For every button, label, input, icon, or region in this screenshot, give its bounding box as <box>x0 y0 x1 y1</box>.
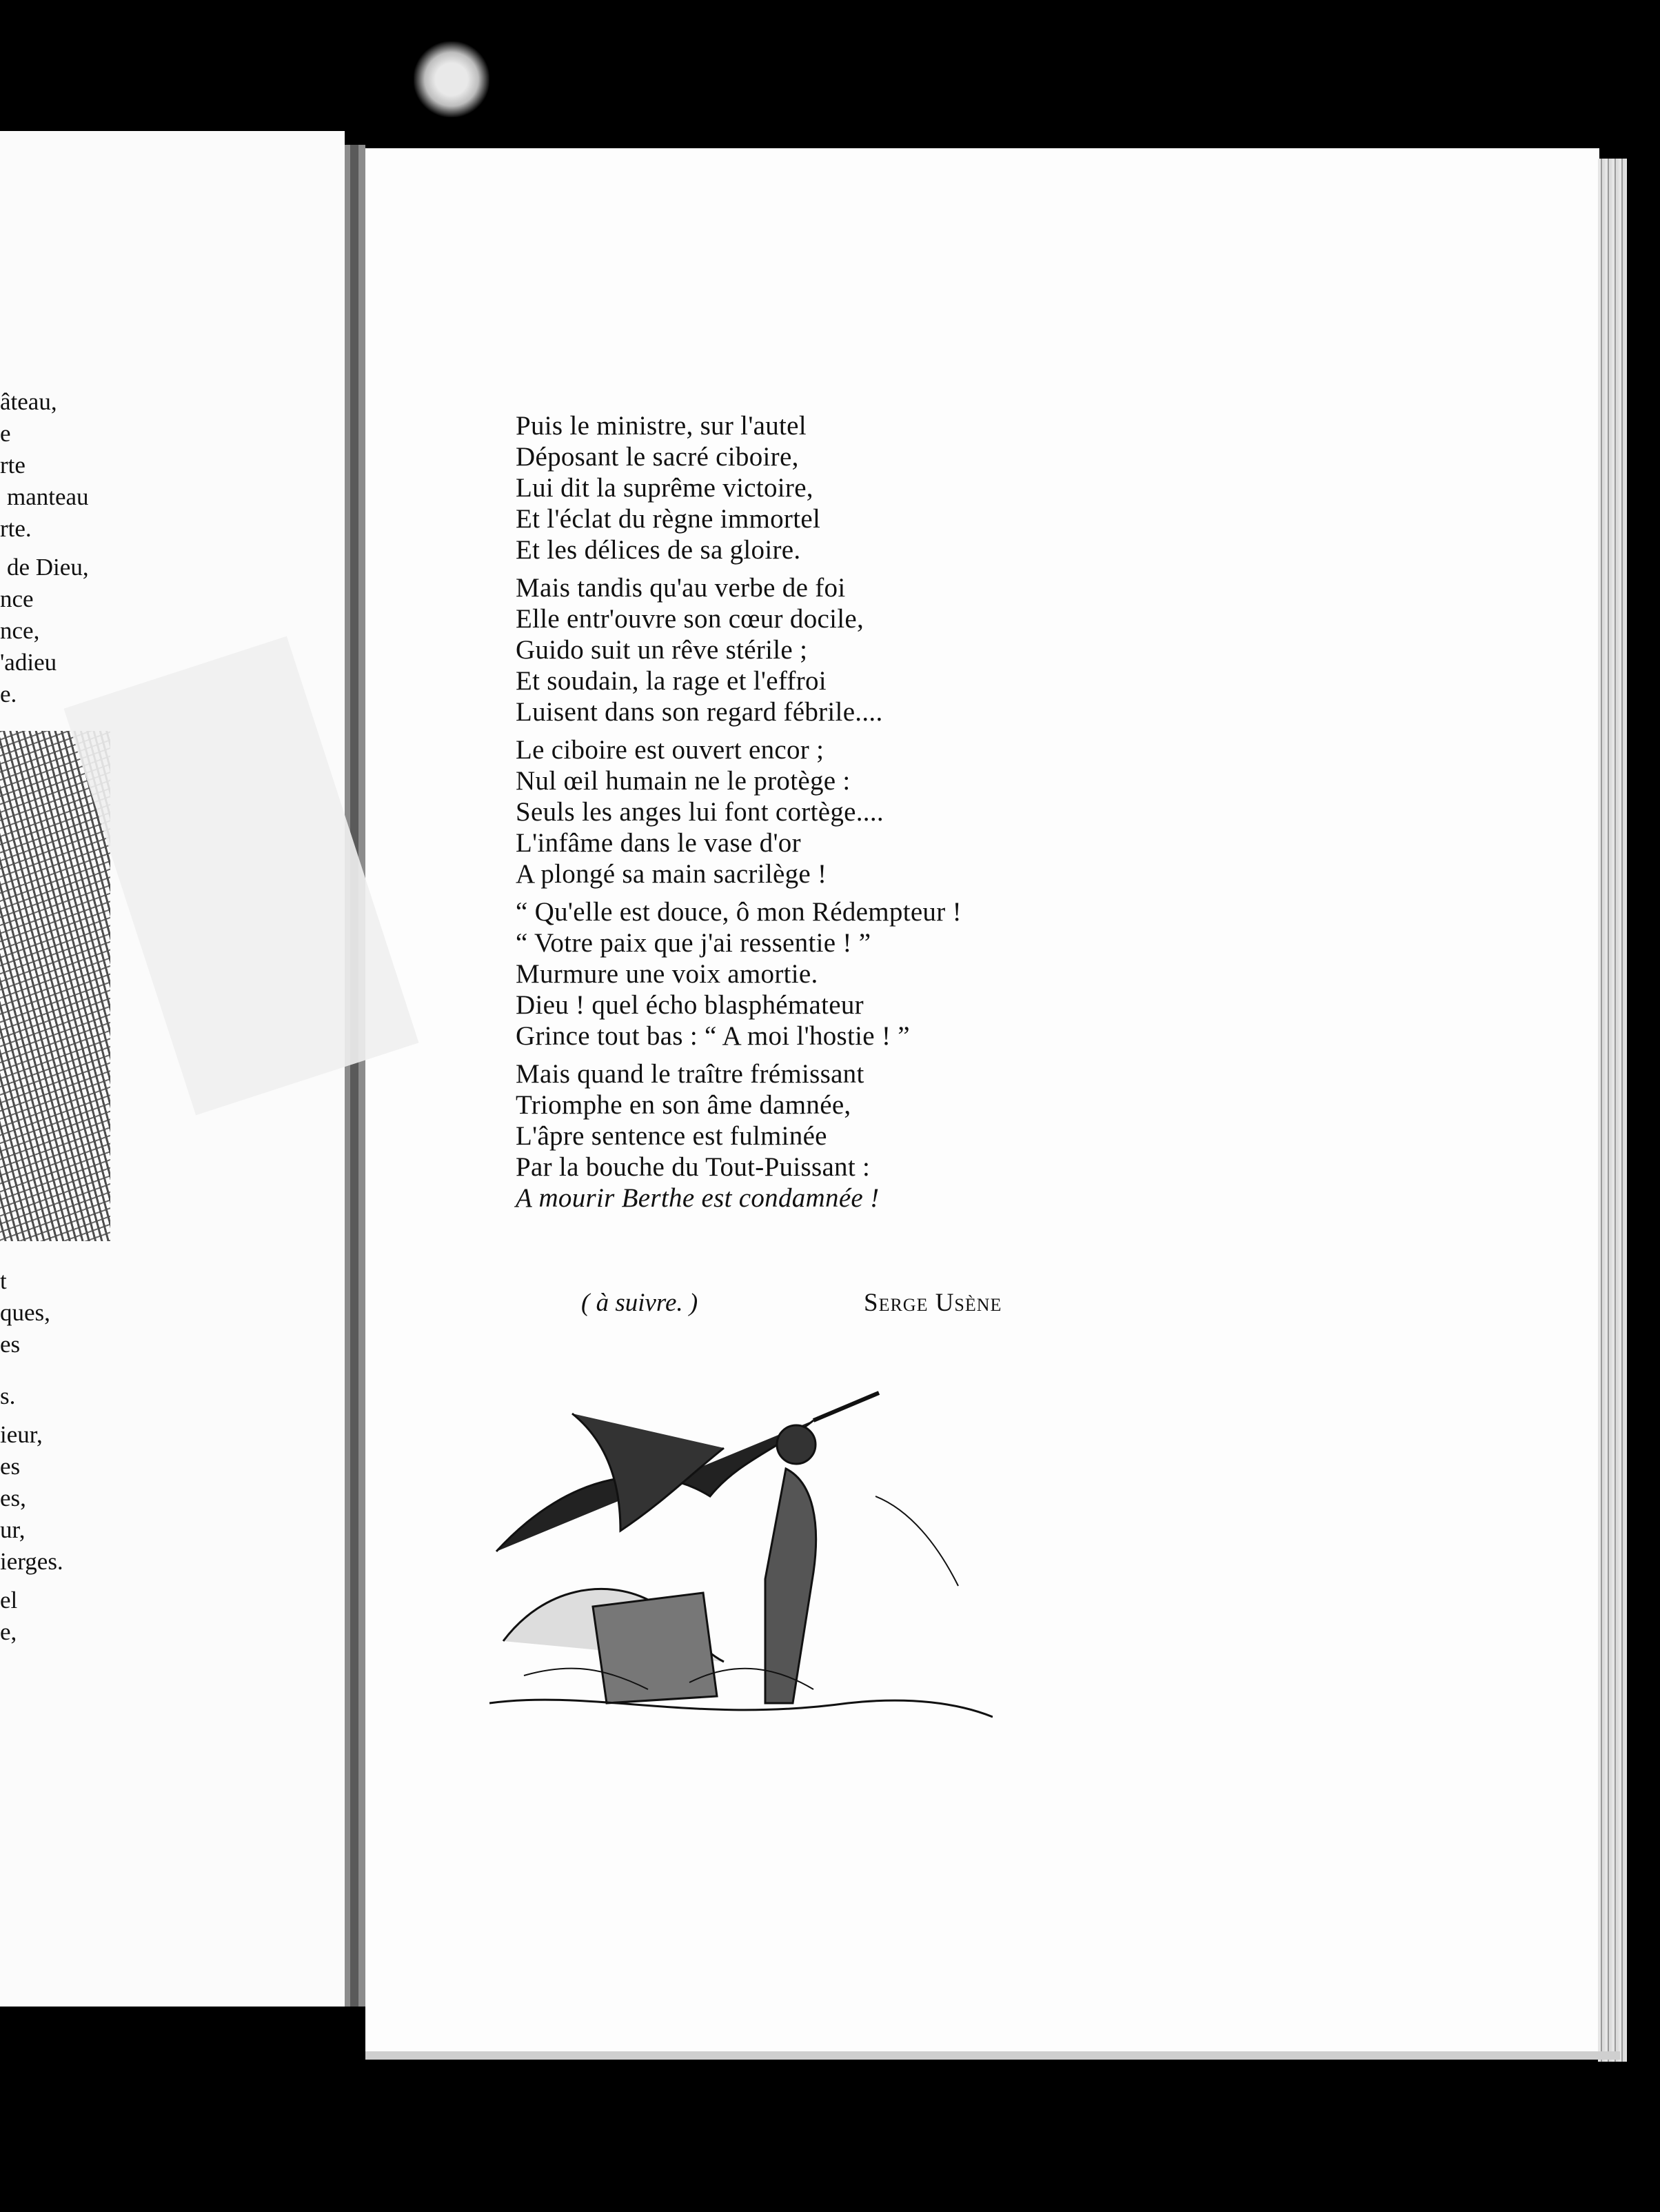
verse-line: Et l'éclat du règne immortel <box>516 504 821 534</box>
verse-line: Le ciboire est ouvert encor ; <box>516 735 824 765</box>
verse-line: Seuls les anges lui font cortège.... <box>516 797 884 827</box>
signature-row <box>516 1288 1067 1324</box>
verse-line: Triomphe en son âme damnée, <box>516 1090 851 1120</box>
left-fragment: nce <box>0 585 34 612</box>
verse-line: Grince tout bas : “ A moi l'hostie ! ” <box>516 1021 910 1051</box>
left-fragment: el <box>0 1587 18 1613</box>
left-fragment: e, <box>0 1618 17 1645</box>
left-fragment: t <box>0 1267 7 1294</box>
verse-line: Elle entr'ouvre son cœur docile, <box>516 604 864 634</box>
left-fragment: nce, <box>0 617 40 644</box>
verse-line: Déposant le sacré ciboire, <box>516 442 799 472</box>
left-fragment: es, <box>0 1485 26 1511</box>
verse-line: Lui dit la suprême victoire, <box>516 473 813 503</box>
left-fragment: ieur, <box>0 1421 43 1448</box>
left-fragment: âteau, <box>0 388 57 415</box>
left-fragment: de Dieu, <box>7 554 89 581</box>
stanza <box>516 410 1136 565</box>
left-fragment: e. <box>0 681 17 707</box>
left-fragment: ur, <box>0 1516 26 1543</box>
verse-line: Par la bouche du Tout-Puissant : <box>516 1152 871 1182</box>
verse-line: Guido suit un rêve stérile ; <box>516 635 808 665</box>
verse-line: L'âpre sentence est fulminée <box>516 1121 827 1151</box>
verse-line: Nul œil humain ne le protège : <box>516 766 851 796</box>
verse-line: Et les délices de sa gloire. <box>516 535 801 565</box>
verse-line: Mais tandis qu'au verbe de foi <box>516 573 846 603</box>
stanza <box>516 1058 1136 1214</box>
left-fragment: manteau <box>7 483 89 510</box>
verse-line: Dieu ! quel écho blasphémateur <box>516 990 864 1020</box>
verse-line: A plongé sa main sacrilège ! <box>516 859 827 889</box>
left-fragment: e <box>0 420 11 447</box>
verse-line: Et soudain, la rage et l'effroi <box>516 666 827 696</box>
page-bottom-edge <box>365 2051 1620 2060</box>
vignette-illustration <box>489 1379 993 1745</box>
left-fragment: ierges. <box>0 1548 63 1575</box>
book-gutter <box>345 145 365 2007</box>
verse-line: Puis le ministre, sur l'autel <box>516 411 807 441</box>
scan-smudge <box>414 41 489 117</box>
stanza <box>516 734 1136 889</box>
to-be-continued: ( à suivre. ) <box>581 1289 698 1317</box>
stanza <box>516 896 1136 1052</box>
verse-line: Murmure une voix amortie. <box>516 959 818 989</box>
author-name: Serge Usène <box>864 1289 1002 1317</box>
verse-line: Luisent dans son regard fébrile.... <box>516 697 883 727</box>
verse-line: “ Votre paix que j'ai ressentie ! ” <box>516 928 871 958</box>
verse-line: L'infâme dans le vase d'or <box>516 828 801 858</box>
left-fragment: ques, <box>0 1299 50 1326</box>
left-fragment: rte. <box>0 515 32 542</box>
poem <box>516 410 1136 1220</box>
left-fragment: 'adieu <box>0 649 57 676</box>
left-fragment: es <box>0 1331 21 1358</box>
left-fragment: rte <box>0 452 26 479</box>
verse-line: “ Qu'elle est douce, ô mon Rédempteur ! <box>516 897 962 927</box>
left-fragment: s. <box>0 1382 16 1409</box>
left-fragment: es <box>0 1453 21 1480</box>
verse-line: A mourir Berthe est condamnée ! <box>516 1183 880 1213</box>
stanza <box>516 572 1136 727</box>
page-edges <box>1598 159 1627 2062</box>
verse-line: Mais quand le traître frémissant <box>516 1059 864 1089</box>
